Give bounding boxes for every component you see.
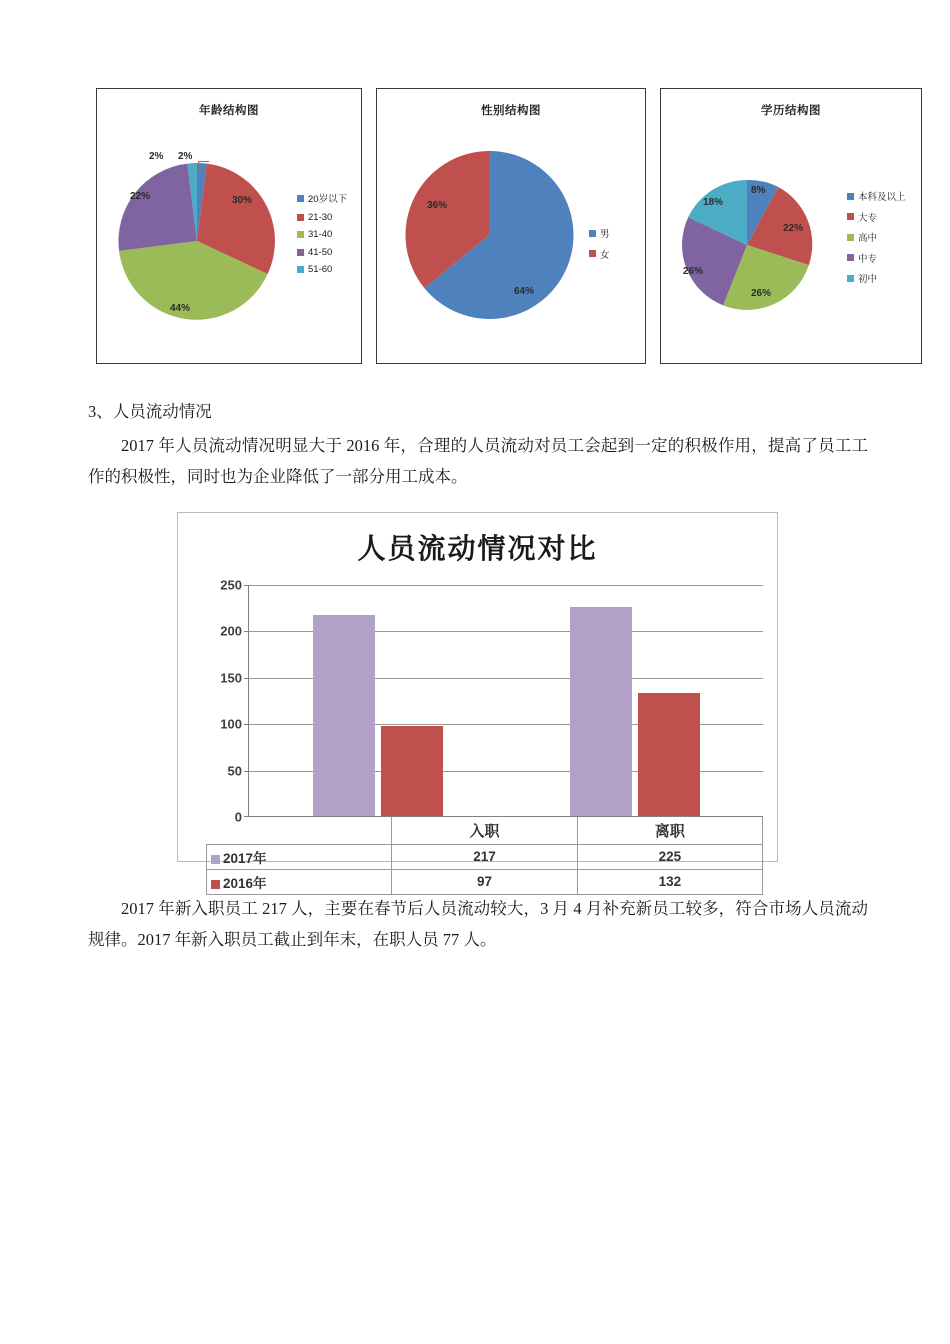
- education-label-middleschool: 18%: [703, 197, 724, 208]
- education-structure-chart: [660, 88, 922, 364]
- y-tick-0: 0: [234, 809, 242, 825]
- legend-swatch-icon: [297, 266, 304, 273]
- bar-group-resign: [506, 585, 763, 816]
- legend-label: 初中: [858, 274, 878, 285]
- legend-swatch-icon: [847, 275, 854, 282]
- table-row: [207, 844, 763, 869]
- education-label-college: 22%: [783, 223, 804, 234]
- bar-2017-onboard: [313, 615, 375, 817]
- age-chart-title: 年龄结构图: [199, 105, 259, 117]
- education-label-vocational: 26%: [683, 266, 704, 277]
- gender-pie-body: [377, 123, 645, 357]
- legend-item-31-40: [297, 229, 347, 240]
- series-name: 2017年: [223, 850, 267, 866]
- legend-swatch-icon: [589, 250, 596, 257]
- age-label-21-30: 30%: [232, 195, 253, 206]
- legend-item-vocational: [847, 251, 906, 265]
- education-pie-body: [661, 123, 921, 357]
- value-2016-resign: 132: [577, 869, 762, 894]
- section-heading: 3、人员流动情况: [88, 402, 212, 421]
- legend-label: 女: [600, 249, 610, 261]
- series-swatch-2016-icon: [211, 880, 220, 889]
- education-label-bachelor: 8%: [751, 185, 766, 196]
- gender-chart-legend: [589, 226, 610, 267]
- legend-swatch-icon: [297, 214, 304, 221]
- legend-item-male: [589, 226, 610, 240]
- series-label-2016: [207, 869, 392, 894]
- paragraph-text: 2017 年新入职员工 217 人，主要在春节后人员流动较大，3 月 4 月补充新员工较多，符合市场人员流动规律。2017 年新入职员工截止到年末，在职人员 77 人。: [88, 899, 868, 949]
- staff-turnover-bar-chart: [177, 512, 778, 891]
- paragraph-text: 2017 年人员流动情况明显大于 2016 年，合理的人员流动对员工会起到一定的积极作用，提高了员工工作的积极性，同时也为企业降低了一部分用工成本。: [88, 436, 868, 486]
- table-row-categories: [207, 817, 763, 844]
- legend-swatch-icon: [297, 195, 304, 202]
- age-label-20below: 2%: [178, 151, 193, 162]
- legend-item-college: [847, 210, 906, 224]
- legend-item-bachelor: [847, 189, 906, 203]
- age-leader-line-icon: [198, 161, 199, 173]
- series-swatch-2017-icon: [211, 855, 220, 864]
- legend-label: 高中: [858, 233, 878, 244]
- y-tick-200: 200: [220, 623, 242, 639]
- legend-swatch-icon: [297, 231, 304, 238]
- age-label-51-60: 2%: [149, 151, 164, 162]
- age-label-41-50: 22%: [130, 191, 151, 202]
- paragraph-turnover-detail: [88, 893, 868, 955]
- value-2016-onboard: 97: [392, 869, 577, 894]
- age-leader-line2-icon: [198, 161, 209, 162]
- legend-item-middleschool: [847, 271, 906, 285]
- y-tick-150: 150: [220, 670, 242, 686]
- legend-swatch-icon: [847, 234, 854, 241]
- legend-label: 51-60: [308, 264, 333, 275]
- legend-label: 男: [600, 229, 610, 240]
- age-pie-body: [97, 123, 361, 357]
- table-row: [207, 869, 763, 894]
- legend-item-51-60: [297, 264, 347, 275]
- paragraph-turnover-intro: [88, 430, 868, 492]
- y-tick-250: 250: [220, 577, 242, 593]
- bar-2016-onboard: [381, 726, 443, 816]
- legend-swatch-icon: [847, 213, 854, 220]
- gender-label-female: 36%: [427, 200, 448, 211]
- bar-chart-title: 人员流动情况对比: [357, 534, 598, 565]
- legend-label: 20岁以下: [308, 194, 348, 205]
- legend-item-highschool: [847, 230, 906, 244]
- y-tick-100: 100: [220, 716, 242, 732]
- series-name: 2016年: [223, 875, 267, 891]
- age-label-31-40: 44%: [170, 303, 191, 314]
- legend-item-41-50: [297, 247, 347, 258]
- legend-swatch-icon: [847, 254, 854, 261]
- legend-label: 41-50: [308, 246, 333, 258]
- legend-label: 31-40: [308, 229, 333, 240]
- legend-item-20below: [297, 191, 347, 205]
- bar-series-area: [249, 585, 763, 816]
- plot-grid: [248, 585, 763, 817]
- bar-plot-area: [206, 577, 763, 891]
- legend-label: 本科及以上: [858, 192, 906, 203]
- pie-chart-row: [96, 88, 922, 364]
- table-corner-cell: [207, 817, 392, 844]
- education-label-highschool: 26%: [751, 288, 772, 299]
- education-chart-title: 学历结构图: [761, 105, 821, 117]
- bar-group-onboard: [249, 585, 506, 816]
- gender-label-male: 64%: [514, 286, 535, 297]
- legend-swatch-icon: [847, 193, 854, 200]
- legend-label: 大专: [858, 212, 878, 224]
- value-2017-onboard: 217: [392, 844, 577, 869]
- category-resign: 离职: [577, 817, 762, 844]
- legend-label: 中专: [858, 253, 878, 265]
- legend-item-21-30: [297, 212, 347, 223]
- series-label-2017: [207, 844, 392, 869]
- gender-structure-chart: [376, 88, 646, 364]
- legend-label: 21-30: [308, 211, 333, 223]
- bar-2016-resign: [638, 693, 700, 816]
- category-onboard: 入职: [392, 817, 577, 844]
- education-chart-legend: [847, 189, 906, 292]
- y-tick-50: 50: [227, 763, 242, 779]
- gender-chart-title: 性别结构图: [481, 105, 541, 117]
- bar-2017-resign: [570, 607, 632, 816]
- legend-item-female: [589, 247, 610, 261]
- legend-swatch-icon: [589, 230, 596, 237]
- age-chart-legend: [297, 191, 347, 282]
- y-axis: [206, 577, 248, 825]
- value-2017-resign: 225: [577, 844, 762, 869]
- legend-swatch-icon: [297, 249, 304, 256]
- bar-chart-data-table: [206, 817, 763, 895]
- age-structure-chart: [96, 88, 362, 364]
